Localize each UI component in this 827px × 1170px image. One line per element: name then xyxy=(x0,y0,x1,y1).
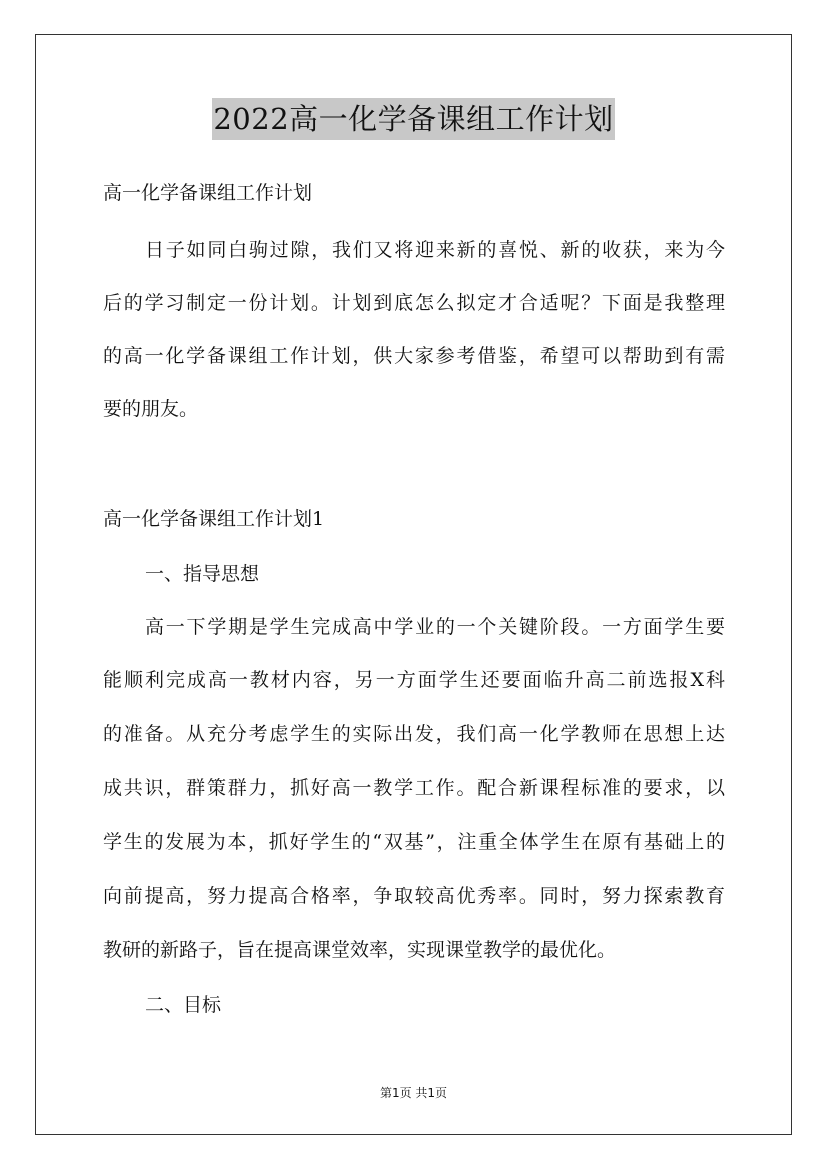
document-title-text: 2022高一化学备课组工作计划 xyxy=(212,98,614,140)
intro-line-3: 的高一化学备课组工作计划，供大家参考借鉴，希望可以帮助到有需 xyxy=(103,345,725,367)
heading-guiding-ideology: 一、指导思想 xyxy=(145,563,260,585)
document-title xyxy=(0,98,827,140)
section-title: 高一化学备课组工作计划1 xyxy=(103,508,325,530)
intro-line-1: 日子如同白驹过隙，我们又将迎来新的喜悦、新的收获，来为今 xyxy=(145,239,725,261)
para-line-7: 教研的新路子，旨在提高课堂效率，实现课堂教学的最优化。 xyxy=(103,939,617,961)
para-line-2: 能顺利完成高一教材内容，另一方面学生还要面临升高二前选报X科 xyxy=(103,669,725,691)
para-line-5: 学生的发展为本，抓好学生的“双基”，注重全体学生在原有基础上的 xyxy=(103,831,725,853)
para-line-1: 高一下学期是学生完成高中学业的一个关键阶段。一方面学生要 xyxy=(145,616,725,638)
intro-line-2: 后的学习制定一份计划。计划到底怎么拟定才合适呢？下面是我整理 xyxy=(103,292,725,314)
para-line-4: 成共识，群策群力，抓好高一教学工作。配合新课程标准的要求，以 xyxy=(103,777,725,799)
heading-goals: 二、目标 xyxy=(145,994,222,1016)
para-line-6: 向前提高，努力提高合格率，争取较高优秀率。同时，努力探索教育 xyxy=(103,885,725,907)
intro-line-4: 要的朋友。 xyxy=(103,398,199,420)
para-line-3: 的准备。从充分考虑学生的实际出发，我们高一化学教师在思想上达 xyxy=(103,723,725,745)
page-footer: 第1页 共1页 xyxy=(379,1086,448,1100)
subtitle: 高一化学备课组工作计划 xyxy=(103,182,313,204)
